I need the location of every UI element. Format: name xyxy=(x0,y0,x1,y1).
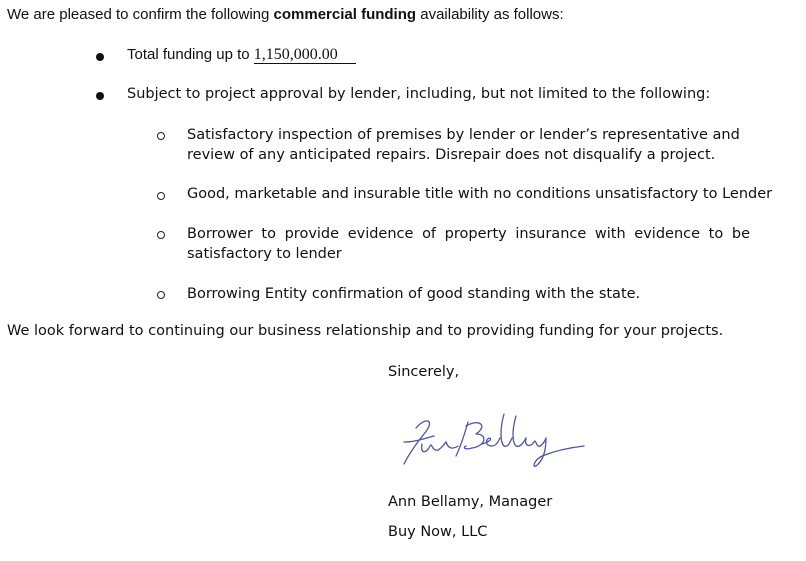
sign-off: Sincerely, xyxy=(388,364,460,380)
funding-amount: 1,150,000.00 xyxy=(254,46,356,64)
funding-label: Total funding up to xyxy=(127,46,254,63)
bullet-circle-icon xyxy=(157,132,165,140)
signature-icon xyxy=(396,408,596,476)
intro-bold-text: commercial funding xyxy=(273,6,417,23)
condition-insurance: Borrower to provide evidence of property insurance with evidence to be satisfactory to lender xyxy=(187,226,750,262)
bullet-disc-icon xyxy=(96,53,104,61)
approval-bullet: Subject to project approval by lender, including, but not limited to the following: xyxy=(127,86,711,102)
signer-name: Ann Bellamy, Manager xyxy=(388,494,553,510)
funding-bullet xyxy=(127,46,356,64)
company-name: Buy Now, LLC xyxy=(388,524,488,540)
bullet-disc-icon xyxy=(96,92,104,100)
intro-text-end: availability as follows: xyxy=(416,6,564,23)
closing-paragraph: We look forward to continuing our business relationship and to providing funding for your projects. xyxy=(7,323,724,339)
condition-good-standing: Borrowing Entity confirmation of good standing with the state. xyxy=(187,286,641,302)
bullet-circle-icon xyxy=(157,192,165,200)
condition-title: Good, marketable and insurable title with no conditions unsatisfactory to Lender xyxy=(187,186,773,202)
intro-text-start: We are pleased to confirm the following xyxy=(7,6,274,23)
bullet-circle-icon xyxy=(157,291,165,299)
condition-inspection: Satisfactory inspection of premises by lender or lender’s representative and review of any anticipated repairs. Disrepair does not disqualify a project. xyxy=(187,127,740,163)
intro-paragraph xyxy=(7,6,564,23)
bullet-circle-icon xyxy=(157,231,165,239)
